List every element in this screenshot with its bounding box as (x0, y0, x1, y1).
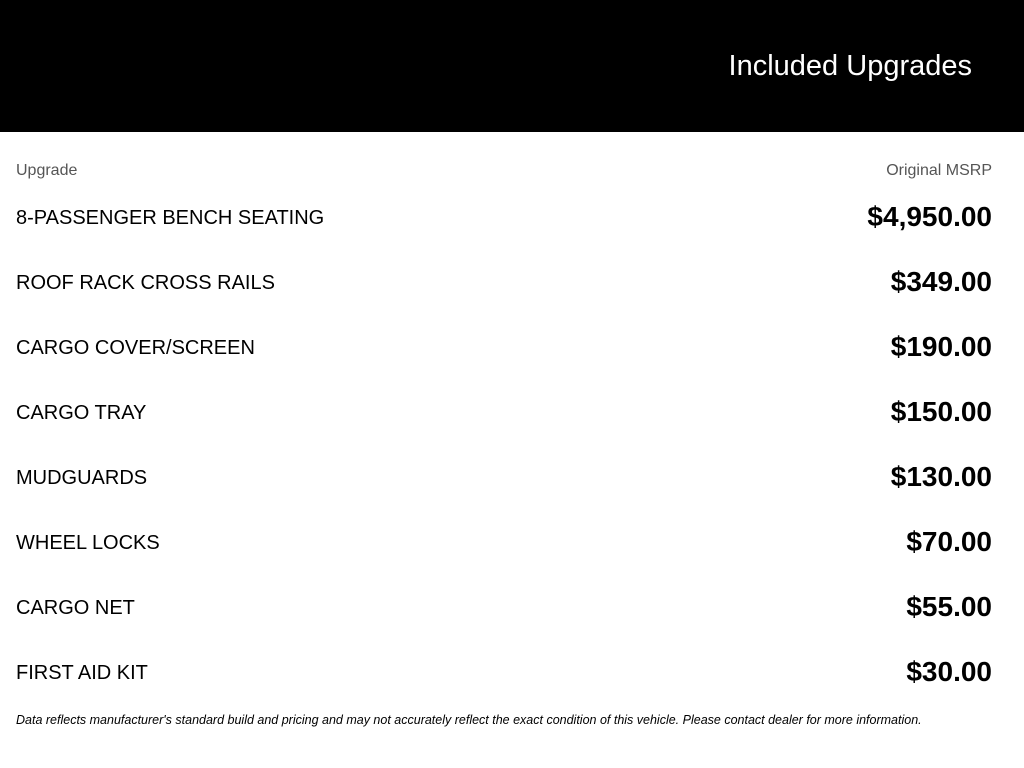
upgrade-price: $55.00 (906, 591, 992, 622)
upgrade-name: CARGO TRAY (16, 402, 147, 424)
table-row (16, 454, 992, 519)
upgrade-name: CARGO COVER/SCREEN (16, 337, 255, 359)
upgrade-price: $190.00 (890, 331, 992, 362)
disclaimer-text: Data reflects manufacturer's standard build and pricing and may not accurately reflect the exact condition of this vehicle. Please contact dealer for more information. (16, 713, 922, 727)
upgrade-name: WHEEL LOCKS (16, 532, 160, 554)
upgrade-price: $70.00 (906, 526, 992, 557)
table-row (16, 649, 992, 714)
upgrade-name: MUDGUARDS (16, 467, 148, 489)
header-banner (0, 0, 1024, 132)
upgrade-name: CARGO NET (16, 597, 135, 619)
upgrade-name: ROOF RACK CROSS RAILS (16, 272, 275, 294)
upgrade-price: $349.00 (890, 266, 992, 297)
table-row (16, 584, 992, 649)
table-row (16, 389, 992, 454)
table-row (16, 259, 992, 324)
page-title: Included Upgrades (728, 50, 972, 82)
table-row (16, 194, 992, 259)
upgrade-name: FIRST AID KIT (16, 662, 148, 684)
upgrade-price: $150.00 (890, 396, 992, 427)
table-row (16, 519, 992, 584)
upgrade-price: $4,950.00 (867, 201, 992, 232)
upgrade-price: $130.00 (890, 461, 992, 492)
upgrade-price: $30.00 (906, 656, 992, 687)
upgrade-name: 8-PASSENGER BENCH SEATING (16, 207, 325, 229)
column-header-msrp: Original MSRP (886, 162, 992, 179)
column-header-upgrade: Upgrade (16, 162, 78, 179)
table-row (16, 324, 992, 389)
table-body (16, 194, 992, 714)
table-header (16, 132, 992, 194)
upgrades-table (16, 132, 992, 714)
